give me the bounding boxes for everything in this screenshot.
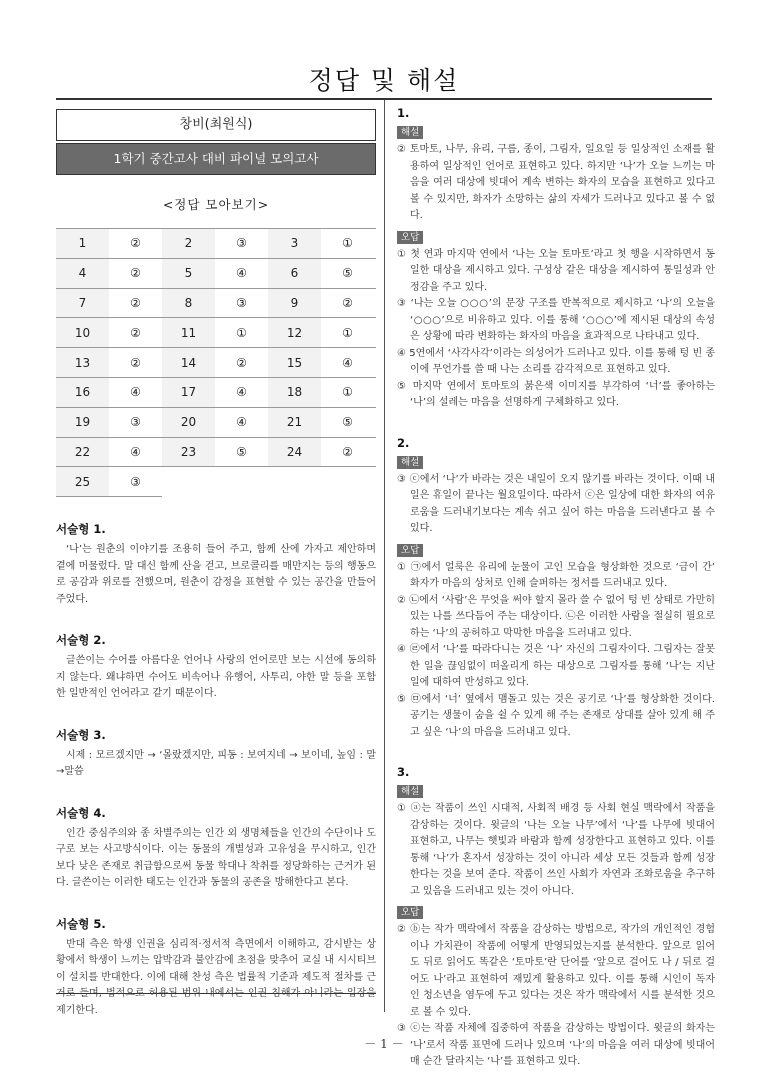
- answer-choice: ①: [342, 236, 353, 251]
- answer-choice: ⑤: [342, 415, 353, 430]
- question-number: 1.: [397, 106, 410, 120]
- essay-title: 서술형 3.: [56, 727, 106, 742]
- answer-choice: ①: [236, 325, 247, 340]
- explanation-tag: 해설: [397, 456, 423, 469]
- answer-grid: [56, 228, 376, 497]
- essay-answers: [56, 521, 376, 1019]
- answer-choice: ②: [130, 295, 141, 310]
- answer-row: [56, 438, 376, 468]
- essay-answer: [56, 632, 376, 703]
- essay-title: 서술형 1.: [56, 522, 106, 537]
- answer-choice: ②: [130, 325, 141, 340]
- essay-answer: [56, 727, 376, 781]
- source-box: 창비(최원식): [56, 109, 376, 141]
- answer-choice: ④: [236, 415, 247, 430]
- answer-choice: ③: [236, 236, 247, 251]
- left-column: [56, 100, 376, 1019]
- answer-choice: ①: [342, 385, 353, 400]
- column-divider: [384, 100, 385, 1012]
- essay-answer: [56, 916, 376, 1020]
- answer-choice: ④: [236, 385, 247, 400]
- answer-choice: ③: [130, 415, 141, 430]
- question-number: 22: [56, 438, 109, 467]
- essay-answer: [56, 805, 376, 892]
- question-number: 2.: [397, 435, 410, 450]
- question-number: 16: [56, 378, 109, 407]
- wrong-answer-text: ⑤ 마지막 연에서 토마토의 붉은색 이미지를 부각하여 ‘너’를 좋아하는 ‘나’의 설레는 마음을 선명하게 구체화하고 있다.: [397, 380, 715, 408]
- answer-row: [56, 378, 376, 408]
- answer-choice: ③: [236, 295, 247, 310]
- answer-row: [56, 348, 376, 378]
- question-number: 5: [162, 259, 215, 288]
- answer-choice: ②: [342, 444, 353, 459]
- question-number: 21: [268, 408, 321, 437]
- question-explanation: [397, 106, 715, 412]
- question-number: 4: [56, 259, 109, 288]
- question-number: 11: [162, 318, 215, 347]
- answer-choice: ②: [130, 236, 141, 251]
- question-number: 25: [56, 467, 109, 496]
- explanation-text: ② 토마토, 나무, 유리, 구름, 종이, 그림자, 일요일 등 일상적인 소재를 활용하여 일상적인 언어로 표현하고 있다. 하지만 ‘나’가 오늘 느끼는 마음을 여러 대상에 빗대어 계속 변하는 화자의 모습을 표현하고 있다고 볼 수 있지만, 화자가 소망하는 삶의 자세가 드러나고 있다고 볼 수 없다.: [397, 144, 715, 221]
- answer-choice: ②: [130, 355, 141, 370]
- answer-choice: ④: [236, 266, 247, 281]
- essay-title: 서술형 4.: [56, 805, 106, 820]
- explanation-text: ③ ⓒ에서 ‘나’가 바라는 것은 내일이 오지 않기를 바라는 것이다. 이때 내일은 휴일이 끝나는 월요일이다. 따라서 ⓒ은 일상에 대한 화자의 여유로움을 드러내기보다는 계속 쉬고 싶어 하는 마음을 드러낸다고 볼 수 있다.: [397, 473, 715, 534]
- answer-row: [56, 318, 376, 348]
- answer-row: [56, 259, 376, 289]
- answer-row: [56, 467, 162, 497]
- question-number: 13: [56, 348, 109, 377]
- question-number: 23: [162, 438, 215, 467]
- essay-title: 서술형 5.: [56, 916, 106, 931]
- question-number: 17: [162, 378, 215, 407]
- wrong-answer-text: ① ㉠에서 얼룩은 유리에 눈물이 고인 모습을 형상화한 것으로 ‘금이 간’ 화자가 마음의 상처로 인해 슬퍼하는 정서를 드러내고 있다.: [397, 561, 715, 589]
- wrong-answer-text: ④ 5연에서 ‘사각사각’이라는 의성어가 드러나고 있다. 이를 통해 텅 빈 종이에 무언가를 쓸 때 나는 소리를 감각적으로 표현하고 있다.: [397, 347, 715, 375]
- wrong-answer-text: ① 첫 연과 마지막 연에서 ‘나는 오늘 토마토’라고 첫 행을 시작하면서 동일한 대상을 제시하고 있다. 구성상 같은 대상을 제시하여 통일성과 안정감을 주고 있다.: [397, 248, 715, 293]
- exam-title-bar: 1학기 중간고사 대비 파이널 모의고사: [56, 143, 376, 175]
- question-number: 7: [56, 289, 109, 318]
- page-title: 정답 및 해설: [308, 66, 460, 95]
- question-number: 12: [268, 318, 321, 347]
- essay-title: 서술형 2.: [56, 633, 106, 648]
- wrong-answer-text: ⑤ ㉤에서 ‘너’ 옆에서 맴돌고 있는 것은 공기로 ‘나’를 형상화한 것이다. 공기는 생물이 숨을 쉴 수 있게 해 주는 존재로 상대를 살아 있게 해 주고 싶은 ‘나’의 마음을 드러내고 있다.: [397, 693, 715, 738]
- wrong-answer-text: ③ ‘나는 오늘 ○○○’의 문장 구조를 반복적으로 제시하고 ‘나’의 오늘을 ‘○○○’으로 비유하고 있다. 이를 통해 ‘○○○’에 제시된 대상의 속성은 상황에 따라 변화하는 화자의 마음을 효과적으로 나타내고 있다.: [397, 298, 715, 342]
- wrong-answer-text: ③ ⓒ는 작품 자체에 집중하여 작품을 감상하는 방법이다. 윗글의 화자는 ‘나’로서 작품 표면에 드러나 있으며 ‘나’의 마음을 여러 대상에 빗대어 매 순간 달라지는 ‘나’를 표현하고 있다.: [397, 1023, 715, 1067]
- page-number: － 1 －: [364, 1037, 404, 1051]
- answer-choice: ④: [342, 355, 353, 370]
- essay-text: 인간 중심주의와 종 차별주의는 인간 외 생명체들을 인간의 수단이나 도구로 보는 사고방식이다. 이는 동물의 개별성과 고유성을 무시하고, 인간보다 낮은 존재로 취급함으로써 동물 학대나 착취를 정당화하는 근거가 된다. 글쓴이는 이러한 태도는 인간과 동물의 공존을 방해한다고 본다.: [56, 827, 376, 889]
- explanation-tag: 해설: [397, 126, 423, 139]
- essay-text: ‘나’는 원춘의 이야기를 조용히 들어 주고, 함께 산에 가자고 제안하며 곁에 머물렀다. 말 대신 함께 산을 걷고, 브로콜리를 매만지는 등의 행동으로 공감과 위로를 전했으며, 원춘이 감정을 표현할 수 있는 공간을 만들어 주었다.: [56, 544, 376, 605]
- answer-row: [56, 289, 376, 319]
- essay-text: 시제 : 모르겠지만 → ‘몰랐겠지만, 피동 : 보여지네 → 보이네, 높임 : 말 →말씀: [56, 749, 376, 778]
- answer-choice: ⑤: [236, 444, 247, 459]
- answer-choice: ③: [130, 474, 141, 489]
- explanation-tag: 해설: [397, 785, 423, 798]
- answer-choice: ⑤: [342, 266, 353, 281]
- question-number: 3.: [397, 765, 410, 779]
- essay-answer: [56, 521, 376, 608]
- answer-row: [56, 408, 376, 438]
- question-number: 2: [162, 229, 215, 258]
- question-number: 6: [268, 259, 321, 288]
- essay-text: 글쓴이는 수어를 아름다운 언어나 사랑의 언어로만 보는 시선에 동의하지 않는다. 왜냐하면 수어도 비속어나 유행어, 사투리, 야한 말 등을 포함한 일반적인 언어라고 같기 때문이다.: [56, 655, 376, 700]
- question-number: 19: [56, 408, 109, 437]
- wrong-answer-text: ④ ㉣에서 ‘나’를 따라다니는 것은 ‘나’ 자신의 그림자이다. 그림자는 잘못한 일을 끊임없이 떠올리게 하는 대상으로 그림자를 통해 ‘나’는 지난 일에 대하여 반성하고 있다.: [397, 644, 715, 688]
- question-number: 3: [268, 229, 321, 258]
- question-number: 1: [56, 229, 109, 258]
- explanation-text: ① ⓐ는 작품이 쓰인 시대적, 사회적 배경 등 사회 현실 맥락에서 작품을 감상하는 것이다. 윗글의 ‘나는 오늘 나무’에서 ‘나’를 나무에 빗대어 표현하고, 나무는 햇빛과 바람과 함께 성장한다고 표현하고 있다. 이를 통해 ‘나’가 혼자서 성장하는 것이 아니라 세상 모든 것들과 함께 성장한다는 것을 보여 준다. 작품이 쓰인 사회가 자연과 조화로움을 추구하고 있음을 드러내고 있는 것이 아니다.: [397, 803, 715, 897]
- question-number: 8: [162, 289, 215, 318]
- right-column: [397, 100, 715, 1071]
- question-number: 18: [268, 378, 321, 407]
- question-number: 24: [268, 438, 321, 467]
- answers-heading: <정답 모아보기>: [162, 197, 270, 212]
- answer-choice: ②: [130, 266, 141, 281]
- wrong-answer-tag: 오답: [397, 231, 423, 244]
- wrong-answer-tag: 오답: [397, 906, 423, 919]
- answer-choice: ④: [130, 385, 141, 400]
- answer-choice: ②: [342, 295, 353, 310]
- question-number: 15: [268, 348, 321, 377]
- answer-choice: ①: [342, 325, 353, 340]
- question-number: 10: [56, 318, 109, 347]
- question-explanation: [397, 765, 715, 1071]
- left-bottom-rule: [56, 993, 376, 994]
- question-number: 9: [268, 289, 321, 318]
- answer-choice: ④: [130, 444, 141, 459]
- wrong-answer-text: ② ㉡에서 ‘사람’은 무엇을 써야 할지 몰라 쓸 수 없어 텅 빈 상태로 가만히 있는 나를 쓰다듬어 주는 대상이다. ㉡은 이러한 사람을 절실히 필요로 하는 ‘나’의 공허하고 막막한 마음을 드러내고 있다.: [397, 594, 715, 639]
- question-number: 20: [162, 408, 215, 437]
- answer-choice: ②: [236, 355, 247, 370]
- answer-row: [56, 229, 376, 259]
- question-explanation: [397, 436, 715, 742]
- wrong-answer-text: ② ⓑ는 작가 맥락에서 작품을 감상하는 방법으로, 작가의 개인적인 경험이나 가치관이 작품에 어떻게 반영되었는지를 분석한다. 앞으로 읽어도 뒤로 읽어도 똑같은 ‘토마토’란 단어를 ‘앞으로 걸어도 나 / 뒤로 걸어도 나’라고 표현하여 재밌게 활용하고 있다. 이를 통해 시인이 독자인 청소년을 염두에 두고 있다는 것은 작가 맥락에서 시를 분석한 것으로 볼 수 있다.: [397, 924, 715, 1018]
- question-number: 14: [162, 348, 215, 377]
- essay-text: 반대 측은 학생 인권을 심리적·정서적 측면에서 이해하고, 감시받는 상황에서 학생이 느끼는 압박감과 불안감에 초점을 맞추어 교실 내 시시티브이 설치를 반대한다. 이에 대해 찬성 측은 법률적 기준과 제도적 절차를 근거로 들며, 법적으로 허용된 범위 내에서는 인권 침해가 아니라는 입장을 제기한다.: [56, 938, 376, 1016]
- wrong-answer-tag: 오답: [397, 544, 423, 557]
